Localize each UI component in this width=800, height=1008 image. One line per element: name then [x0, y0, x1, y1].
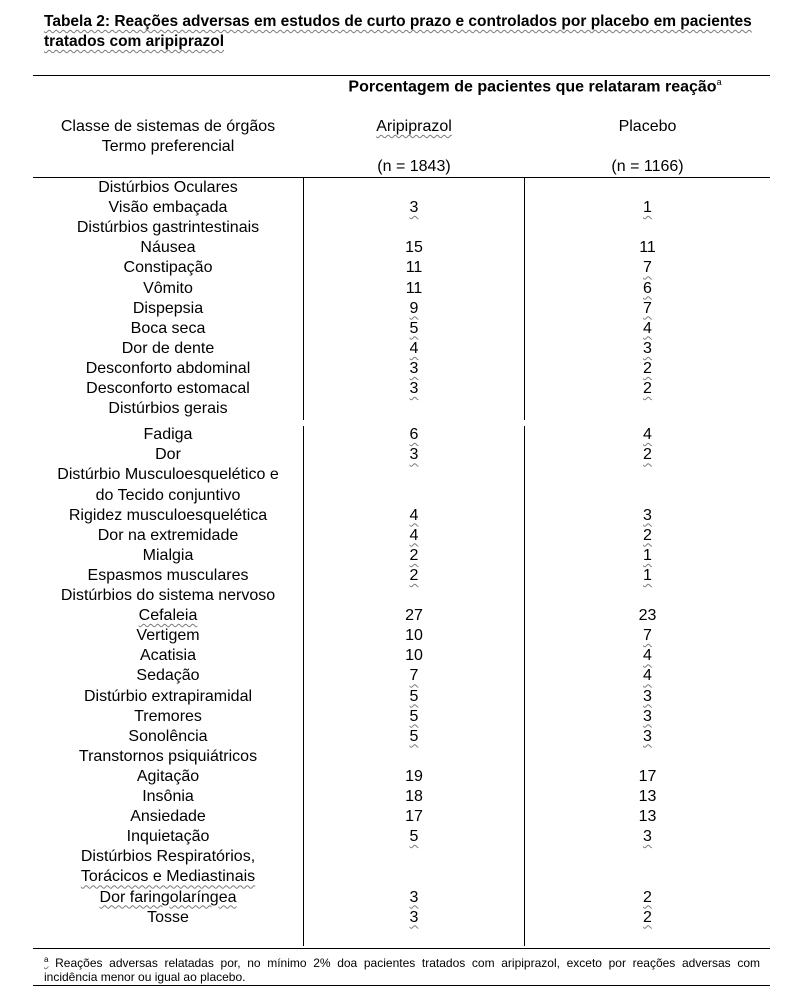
row-term: Transtornos psiquiátricos — [78, 747, 258, 765]
row-placebo-value: 2 — [643, 908, 652, 926]
col-header-organ-class — [33, 117, 303, 157]
row-placebo-value: 7 — [643, 627, 652, 645]
row-term: Ansiedade — [130, 808, 206, 826]
row-aripiprazol-value: 3 — [409, 908, 419, 926]
row-aripiprazol-value: 3 — [409, 359, 419, 377]
row-aripiprazol-value: 5 — [409, 828, 419, 846]
table-row — [0, 606, 800, 626]
table-row — [0, 359, 800, 379]
row-term: Fadiga — [143, 426, 193, 444]
col-header-placebo-n: (n = 1166) — [611, 158, 684, 175]
table-row — [0, 888, 800, 908]
row-aripiprazol-value: 5 — [409, 707, 419, 725]
row-aripiprazol-value: 18 — [405, 788, 423, 805]
row-placebo-value: 3 — [643, 727, 652, 745]
row-term: Dor faringolaríngea — [99, 888, 237, 906]
row-aripiprazol-value: 5 — [409, 319, 419, 337]
row-aripiprazol-value: 3 — [409, 446, 419, 464]
row-placebo-value: 1 — [643, 546, 652, 564]
table-row — [0, 279, 800, 299]
row-term: Sonolência — [128, 727, 208, 745]
row-placebo-value: 11 — [639, 239, 656, 257]
table-row — [0, 707, 800, 727]
col-header-aripiprazol — [304, 117, 524, 137]
row-term: Distúrbio Musculoesquelético e — [57, 466, 279, 484]
row-aripiprazol-value: 5 — [409, 727, 419, 745]
row-term: Dor — [155, 446, 181, 464]
row-term: Distúrbio extrapiramidal — [83, 687, 253, 705]
row-aripiprazol-value: 4 — [409, 506, 419, 524]
span-header-sup: a — [716, 77, 722, 87]
table-row — [0, 666, 800, 686]
row-placebo-value: 13 — [638, 808, 657, 826]
bottom-rule — [33, 948, 770, 949]
row-placebo-value: 4 — [643, 647, 652, 665]
table-row — [0, 339, 800, 359]
row-placebo-value: 3 — [643, 707, 652, 725]
table-title: Tabela 2: Reações adversas em estudos de curto prazo e controlados por placebo em pacientes tratados com aripiprazol — [44, 13, 752, 50]
col-header-placebo: Placebo — [618, 118, 677, 135]
row-term: Visão embaçada — [108, 199, 228, 217]
table-row — [0, 727, 800, 747]
table-row — [0, 586, 800, 606]
row-placebo-value: 13 — [638, 788, 657, 805]
footnote-text: Reações adversas relatadas por, no mínimo 2% doa pacientes tratados com aripiprazol, exceto por reações adversas com incidência menor ou igual ao placebo. — [44, 956, 760, 984]
row-placebo-value: 7 — [643, 259, 652, 277]
row-aripiprazol-value: 4 — [409, 339, 419, 357]
row-term: Boca seca — [130, 319, 206, 337]
span-header — [300, 77, 770, 96]
row-aripiprazol-value: 2 — [409, 546, 419, 564]
row-placebo-value: 3 — [643, 506, 652, 524]
table-row — [0, 198, 800, 218]
table-row — [0, 546, 800, 566]
table-row — [0, 526, 800, 546]
col-header-aripiprazol-n: (n = 1843) — [377, 158, 451, 175]
col-header-aripiprazol-name: Aripiprazol — [376, 118, 452, 135]
row-placebo-value: 2 — [643, 888, 652, 906]
row-placebo-value: 4 — [643, 667, 652, 685]
row-aripiprazol-value: 3 — [409, 199, 419, 217]
table-row — [0, 646, 800, 666]
table-row — [0, 908, 800, 928]
table-row — [0, 445, 800, 465]
row-term: do Tecido conjuntivo — [95, 486, 241, 504]
row-term: Vômito — [143, 279, 193, 297]
row-aripiprazol-value: 5 — [409, 687, 419, 705]
row-term: Tosse — [147, 908, 189, 926]
row-aripiprazol-value: 4 — [409, 526, 419, 544]
row-term: Distúrbios Respiratórios, — [80, 848, 256, 866]
row-term: Distúrbios gastrintestinais — [76, 219, 260, 237]
row-aripiprazol-value: 7 — [409, 667, 419, 685]
row-term: Insônia — [142, 788, 194, 805]
row-term: Desconforto estomacal — [86, 380, 250, 397]
row-aripiprazol-value: 3 — [409, 380, 419, 397]
table-row — [0, 258, 800, 278]
table-row — [0, 747, 800, 767]
col-header-organ-class-line2: Termo preferencial — [101, 138, 235, 155]
row-term: Dor de dente — [121, 339, 215, 357]
row-placebo-value: 7 — [643, 299, 652, 317]
col-header-organ-class-line1: Classe de sistemas de órgãos — [60, 118, 276, 135]
row-term: Distúrbios gerais — [108, 400, 228, 418]
table-row — [0, 566, 800, 586]
row-term: Mialgia — [142, 546, 194, 564]
table-row — [0, 299, 800, 319]
row-term: Desconforto abdominal — [85, 359, 251, 377]
table-row — [0, 486, 800, 506]
footnote-sup: a — [44, 955, 49, 964]
row-placebo-value: 4 — [643, 319, 652, 337]
row-term: Náusea — [140, 239, 196, 257]
row-aripiprazol-value: 11 — [405, 259, 423, 277]
top-rule — [33, 75, 770, 76]
row-term: Agitação — [136, 767, 200, 785]
table-row — [0, 238, 800, 258]
table-row — [0, 425, 800, 445]
table-row — [0, 867, 800, 887]
row-placebo-value: 1 — [643, 199, 652, 217]
row-term: Distúrbios do sistema nervoso — [60, 587, 276, 604]
row-placebo-value: 1 — [643, 566, 652, 584]
table-row — [0, 178, 800, 198]
table-row — [0, 767, 800, 787]
row-term: Espasmos musculares — [87, 566, 249, 584]
row-placebo-value: 23 — [638, 607, 657, 625]
row-aripiprazol-value: 10 — [405, 647, 423, 665]
row-aripiprazol-value: 15 — [405, 239, 423, 257]
table-row — [0, 787, 800, 807]
row-aripiprazol-value: 2 — [409, 566, 419, 584]
row-placebo-value: 3 — [643, 339, 652, 357]
row-aripiprazol-value: 3 — [409, 888, 419, 906]
row-term: Acatisia — [139, 647, 197, 665]
row-placebo-value: 2 — [643, 380, 652, 397]
footnote-rule — [33, 985, 770, 986]
row-placebo-value: 17 — [638, 767, 657, 785]
row-term: Constipação — [123, 259, 213, 277]
table-row — [0, 847, 800, 867]
row-term: Sedação — [136, 667, 200, 685]
table-row — [0, 379, 800, 399]
row-placebo-value: 6 — [643, 279, 652, 297]
row-term: Inquietação — [126, 828, 210, 846]
row-aripiprazol-value: 27 — [405, 607, 423, 625]
table-row — [0, 399, 800, 419]
span-header-label: Porcentagem de pacientes que relataram reação — [348, 78, 717, 96]
row-term: Vertigem — [136, 627, 200, 645]
table-row — [0, 626, 800, 646]
table-row — [0, 506, 800, 526]
row-aripiprazol-value: 9 — [409, 299, 419, 317]
row-term: Dor na extremidade — [97, 526, 239, 544]
row-placebo-value: 2 — [643, 446, 652, 464]
row-term: Cefaleia — [138, 607, 198, 625]
footnote — [44, 953, 760, 984]
row-term: Tremores — [134, 707, 202, 725]
table-row — [0, 827, 800, 847]
table-row — [0, 687, 800, 707]
row-placebo-value: 3 — [643, 828, 652, 846]
row-term: Dispepsia — [132, 299, 204, 317]
row-placebo-value: 4 — [643, 426, 652, 444]
row-aripiprazol-value: 19 — [405, 767, 423, 785]
row-aripiprazol-value: 17 — [405, 808, 423, 826]
row-term: Distúrbios Oculares — [98, 179, 238, 196]
row-placebo-value: 2 — [643, 359, 652, 377]
row-placebo-value: 3 — [643, 687, 652, 705]
row-placebo-value: 2 — [643, 526, 652, 544]
table-row — [0, 465, 800, 485]
table-row — [0, 319, 800, 339]
row-term: Torácicos e Mediastinais — [80, 868, 256, 886]
table-row — [0, 218, 800, 238]
row-aripiprazol-value: 10 — [405, 627, 423, 645]
table-row — [0, 807, 800, 827]
row-term: Rigidez musculoesquelética — [68, 506, 268, 524]
row-aripiprazol-value: 6 — [409, 426, 419, 444]
row-aripiprazol-value: 11 — [405, 279, 423, 297]
